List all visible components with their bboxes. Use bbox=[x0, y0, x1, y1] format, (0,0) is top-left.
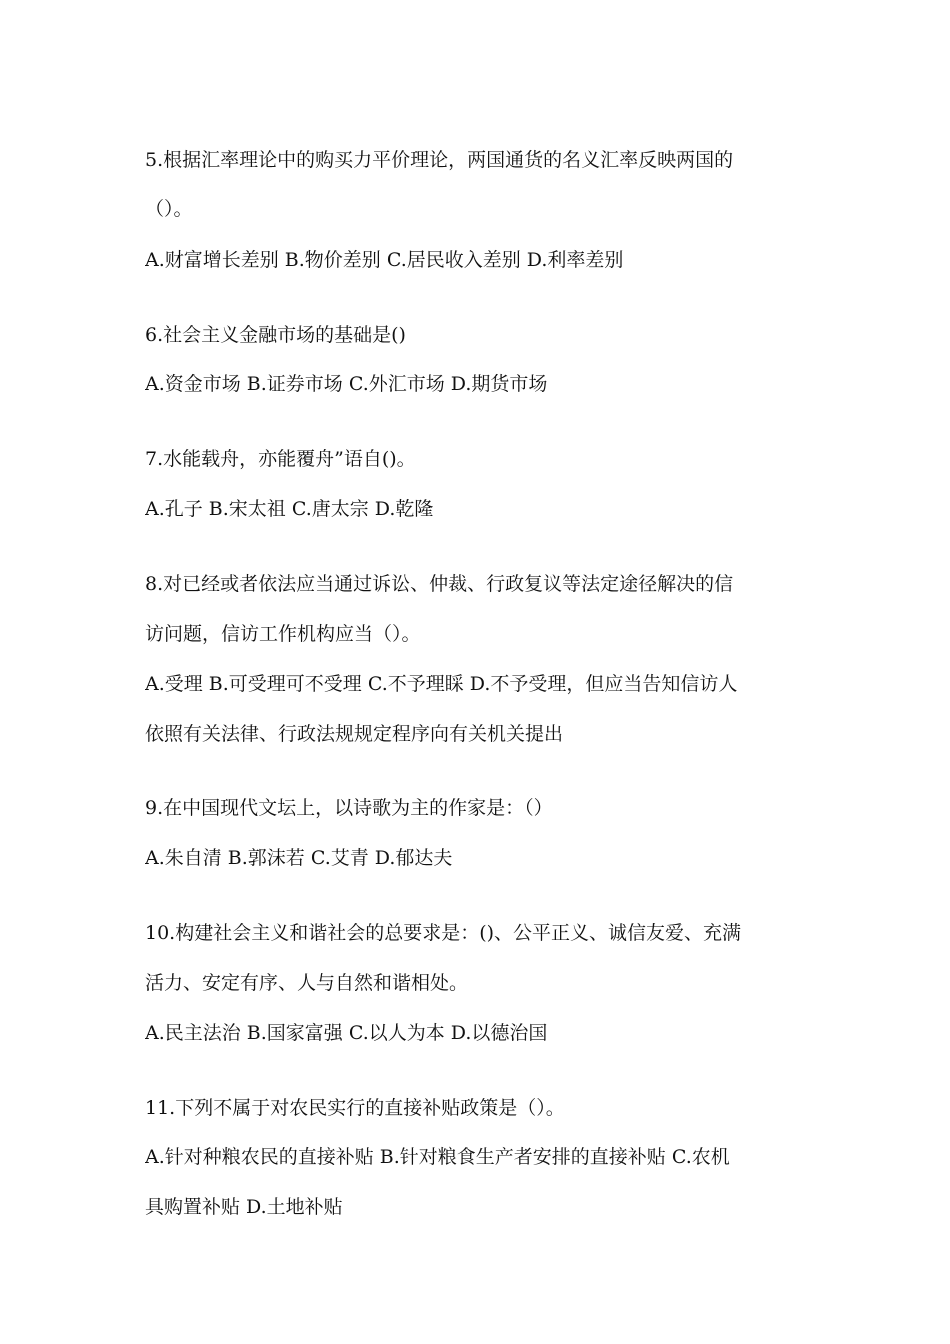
question-11-options-line-1: A.针对种粮农民的直接补贴 B.针对粮食生产者安排的直接补贴 C.农机 bbox=[145, 1146, 730, 1168]
question-11-stem: 11.下列不属于对农民实行的直接补贴政策是（）。 bbox=[145, 1097, 565, 1119]
question-7-options: A.孔子 B.宋太祖 C.唐太宗 D.乾隆 bbox=[145, 498, 434, 520]
question-10-stem-line-1: 10.构建社会主义和谐社会的总要求是：()、公平正义、诚信友爱、充满 bbox=[145, 922, 742, 944]
question-5-stem-line-2: （）。 bbox=[145, 198, 193, 220]
question-6-options: A.资金市场 B.证券市场 C.外汇市场 D.期货市场 bbox=[145, 373, 548, 395]
question-5-options: A.财富增长差别 B.物价差别 C.居民收入差别 D.利率差别 bbox=[145, 249, 624, 271]
question-8-options-line-1: A.受理 B.可受理可不受理 C.不予理睬 D.不予受理，但应当告知信访人 bbox=[145, 673, 738, 695]
question-10-stem-line-2: 活力、安定有序、人与自然和谐相处。 bbox=[145, 972, 469, 994]
question-10-options: A.民主法治 B.国家富强 C.以人为本 D.以德治国 bbox=[145, 1022, 548, 1044]
question-8-stem-line-1: 8.对已经或者依法应当通过诉讼、仲裁、行政复议等法定途径解决的信 bbox=[145, 573, 734, 595]
question-8-options-line-2: 依照有关法律、行政法规规定程序向有关机关提出 bbox=[145, 723, 564, 745]
question-8-stem-line-2: 访问题，信访工作机构应当（）。 bbox=[145, 623, 421, 645]
question-6-stem: 6.社会主义金融市场的基础是() bbox=[145, 324, 406, 346]
question-7-stem: 7.水能载舟，亦能覆舟”语自()。 bbox=[145, 448, 416, 470]
question-5-stem-line-1: 5.根据汇率理论中的购买力平价理论，两国通货的名义汇率反映两国的 bbox=[145, 149, 734, 171]
question-9-stem: 9.在中国现代文坛上，以诗歌为主的作家是：（） bbox=[145, 797, 553, 819]
question-11-options-line-2: 具购置补贴 D.土地补贴 bbox=[145, 1196, 343, 1218]
question-9-options: A.朱自清 B.郭沫若 C.艾青 D.郁达夫 bbox=[145, 847, 453, 869]
